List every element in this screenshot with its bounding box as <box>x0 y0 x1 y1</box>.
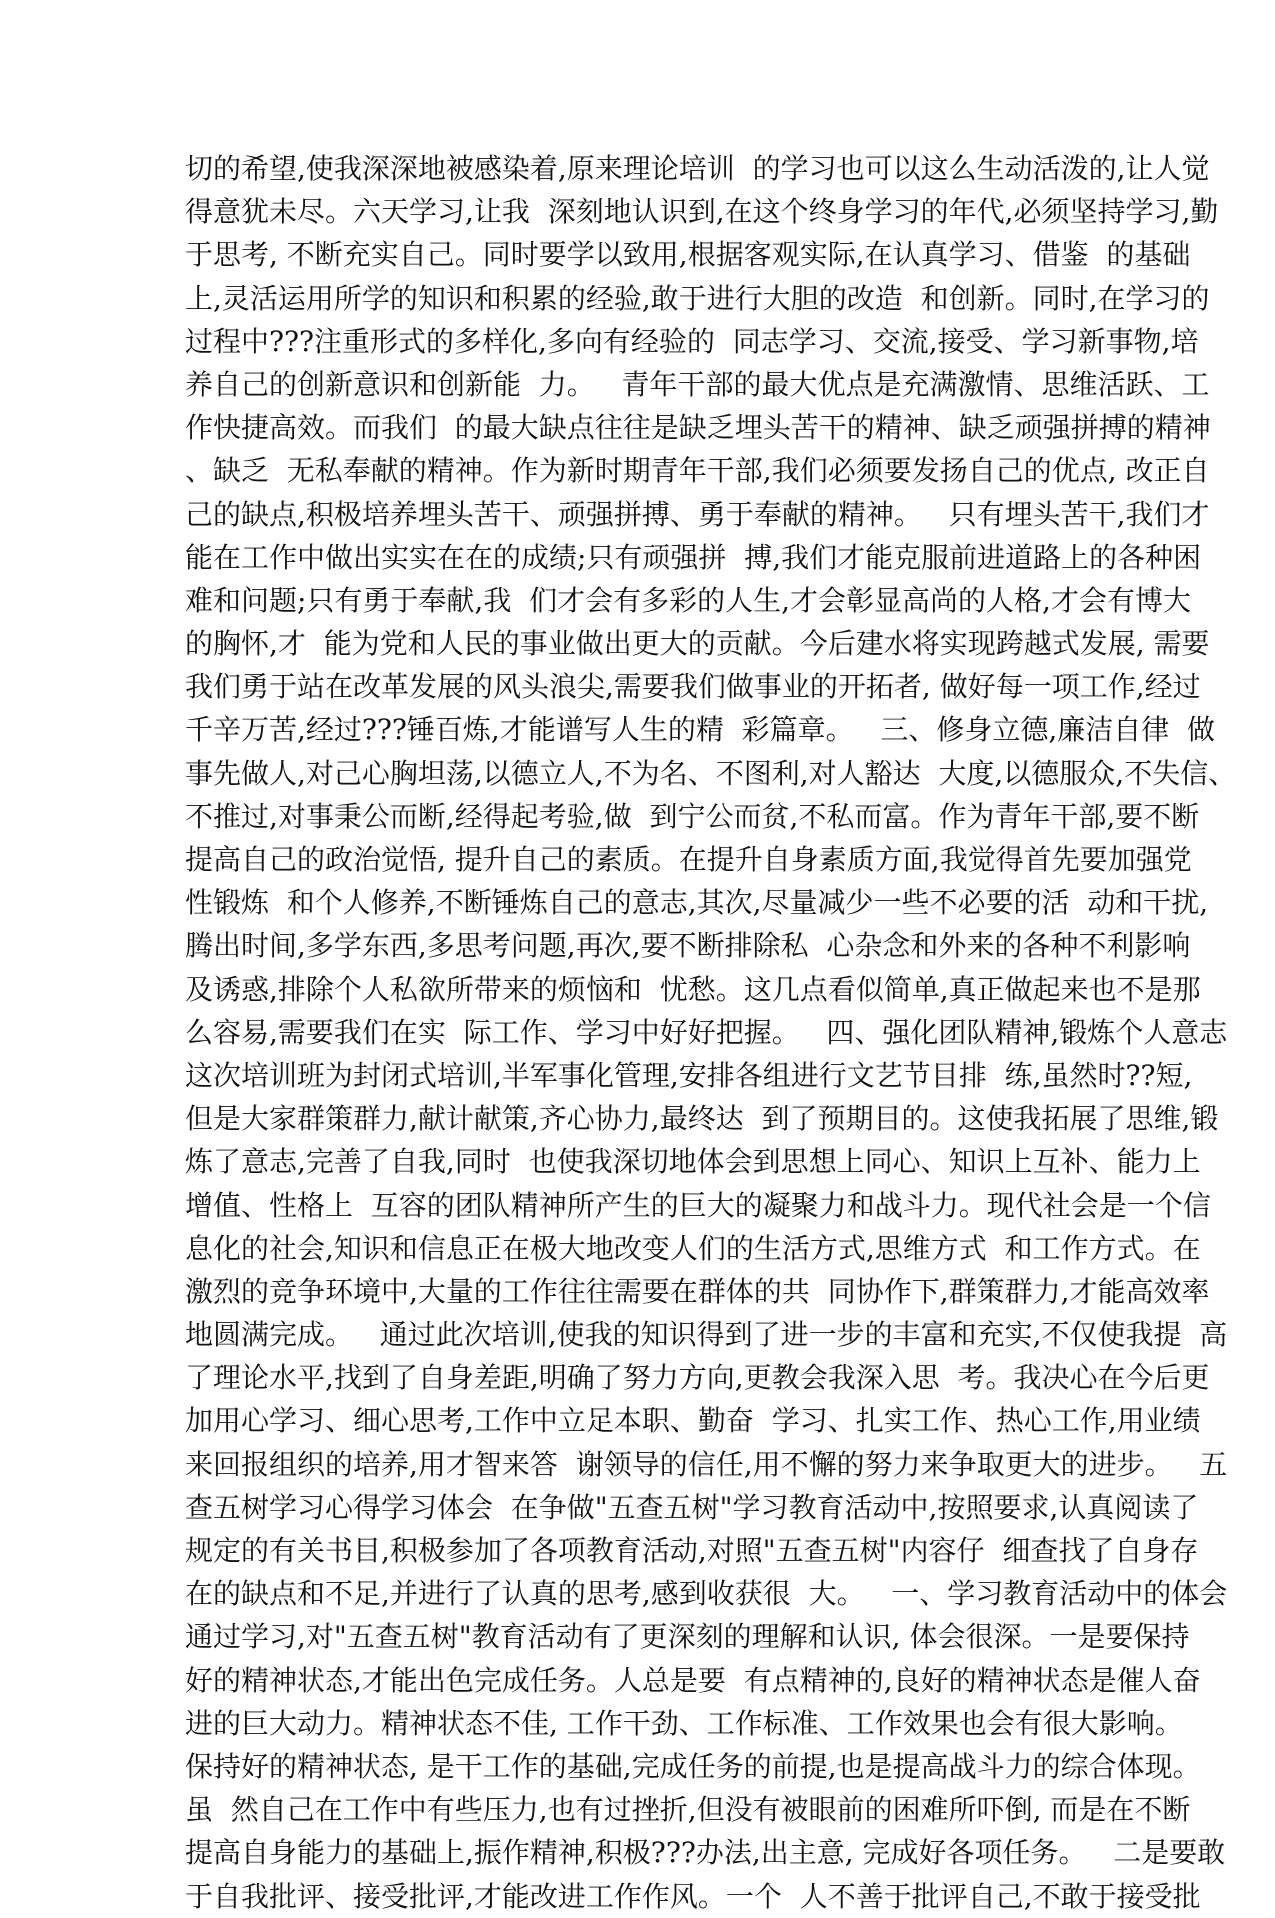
text-line: 进的巨大动力。精神状态不佳, 工作干劲、工作标准、工作效果也会有很大影响。 <box>185 1706 1183 1740</box>
text-line: 通过学习,对"五查五树"教育活动有了更深刻的理解和认识, 体会很深。一是要保持 <box>185 1620 1190 1654</box>
text-line: 来回报组织的培养,用才智来答 谢领导的信任,用不懈的努力来争取更大的进步。 五 <box>185 1447 1228 1481</box>
text-line: 增值、性格上 互容的团队精神所产生的巨大的凝聚力和战斗力。现代社会是一个信 <box>185 1188 1211 1222</box>
text-line: 我们勇于站在改革发展的风头浪尖,需要我们做事业的开拓者, 做好每一项工作,经过 <box>185 670 1201 704</box>
text-line: 炼了意志,完善了自我,同时 也使我深切地体会到思想上同心、知识上互补、能力上 <box>185 1145 1201 1179</box>
text-line: 难和问题;只有勇于奉献,我 们才会有多彩的人生,才会彰显高尚的人格,才会有博大 <box>185 583 1191 617</box>
text-line: 但是大家群策群力,献计献策,齐心协力,最终达 到了预期目的。这使我拓展了思维,锻 <box>185 1102 1219 1136</box>
text-line: 查五树学习心得学习体会 在争做"五查五树"学习教育活动中,按照要求,认真阅读了 <box>185 1490 1199 1524</box>
text-line: 的胸怀,才 能为党和人民的事业做出更大的贡献。今后建水将实现跨越式发展, 需要 <box>185 627 1210 661</box>
text-line: 提高自己的政治觉悟, 提升自己的素质。在提升自身素质方面,我觉得首先要加强党 <box>185 843 1192 876</box>
text-line: 加用心学习、细心思考,工作中立足本职、勤奋 学习、扎实工作、热心工作,用业绩 <box>185 1404 1201 1438</box>
text-line: 养自己的创新意识和创新能 力。 青年干部的最大优点是充满激情、思维活跃、工 <box>185 367 1210 401</box>
text-line: 切的希望,使我深深地被感染着,原来理论培训 的学习也可以这么生动活泼的,让人觉 <box>185 152 1210 185</box>
text-line: 事先做人,对己心胸坦荡,以德立人,不为名、不图利,对人豁达 大度,以德服众,不失信、 <box>185 756 1237 790</box>
body-text <box>185 147 1237 1918</box>
text-line: 好的精神状态,才能出色完成任务。人总是要 有点精神的,良好的精神状态是催人奋 <box>185 1663 1201 1697</box>
text-line: 提高自身能力的基础上,振作精神,积极???办法,出主意, 完成好各项任务。 二是要敢 <box>185 1836 1226 1870</box>
text-line: 性锻炼 和个人修养,不断锤炼自己的意志,其次,尽量减少一些不必要的活 动和干扰, <box>185 886 1209 920</box>
text-line: 上,灵活运用所学的知识和积累的经验,敢于进行大胆的改造 和创新。同时,在学习的 <box>185 281 1210 315</box>
text-line: 、缺乏 无私奉献的精神。作为新时期青年干部,我们必须要发扬自己的优点, 改正自 <box>185 454 1210 488</box>
text-line: 保持好的精神状态, 是干工作的基础,完成任务的前提,也是提高战斗力的综合体现。 <box>185 1749 1201 1783</box>
text-line: 得意犹未尽。六天学习,让我 深刻地认识到,在这个终身学习的年代,必须坚持学习,勤 <box>185 195 1219 229</box>
text-line: 虽 然自己在工作中有些压力,也有过挫折,但没有被眼前的困难所吓倒, 而是在不断 <box>185 1793 1191 1827</box>
text-line: 这次培训班为封闭式培训,半军事化管理,安排各组进行文艺节目排 练,虽然时??短, <box>185 1058 1193 1092</box>
text-line: 地圆满完成。 通过此次培训,使我的知识得到了进一步的丰富和充实,不仅使我提 高 <box>185 1318 1228 1352</box>
text-line: 在的缺点和不足,并进行了认真的思考,感到收获很 大。 一、学习教育活动中的体会 <box>185 1577 1228 1611</box>
text-line: 千辛万苦,经过???锤百炼,才能谱写人生的精 彩篇章。 三、修身立德,廉洁自律 做 <box>185 713 1216 747</box>
text-line: 了理论水平,找到了自身差距,明确了努力方向,更教会我深入思 考。我决心在今后更 <box>185 1361 1210 1395</box>
text-line: 作快捷高效。而我们 的最大缺点往往是缺乏埋头苦干的精神、缺乏顽强拼搏的精神 <box>185 411 1211 445</box>
text-line: 于自我批评、接受批评,才能改进工作作风。一个 人不善于批评自己,不敢于接受批 <box>185 1879 1201 1913</box>
text-line: 息化的社会,知识和信息正在极大地改变人们的生活方式,思维方式 和工作方式。在 <box>185 1231 1201 1265</box>
text-line: 于思考, 不断充实自己。同时要学以致用,根据客观实际,在认真学习、借鉴 的基础 <box>185 238 1191 272</box>
text-line: 么容易,需要我们在实 际工作、学习中好好把握。 四、强化团队精神,锻炼个人意志 <box>185 1015 1228 1049</box>
text-line: 己的缺点,积极培养埋头苦干、顽强拼搏、勇于奉献的精神。 只有埋头苦干,我们才 <box>185 497 1210 531</box>
text-line: 规定的有关书目,积极参加了各项教育活动,对照"五查五树"内容仔 细查找了自身存 <box>185 1534 1199 1567</box>
text-line: 腾出时间,多学东西,多思考问题,再次,要不断排除私 心杂念和外来的各种不利影响 <box>185 929 1191 963</box>
text-line: 能在工作中做出实实在在的成绩;只有顽强拼 搏,我们才能克服前进道路上的各种困 <box>185 540 1202 574</box>
text-line: 及诱惑,排除个人私欲所带来的烦恼和 忧愁。这几点看似简单,真正做起来也不是那 <box>185 972 1201 1006</box>
text-line: 不推过,对事秉公而断,经得起考验,做 到宁公而贫,不私而富。作为青年干部,要不断 <box>185 799 1200 833</box>
text-line: 激烈的竞争环境中,大量的工作往往需要在群体的共 同协作下,群策群力,才能高效率 <box>185 1274 1210 1308</box>
text-line: 过程中???注重形式的多样化,多向有经验的 同志学习、交流,接受、学习新事物,培 <box>185 324 1199 358</box>
